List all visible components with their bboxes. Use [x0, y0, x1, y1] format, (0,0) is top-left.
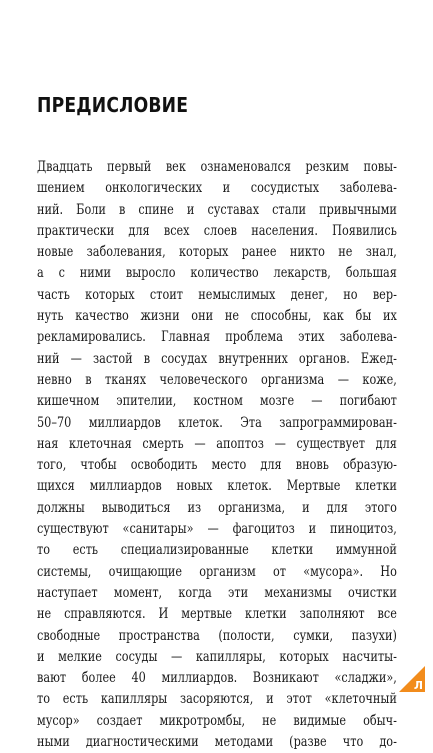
text-line: а с ними выросло количество лекарств, большая — [37, 265, 397, 282]
text-line: шением онкологических и сосудистых заболева- — [37, 180, 397, 197]
text-line: мусор» создает микротромбы, не видимые обыч- — [37, 712, 397, 729]
text-line: новые заболевания, которых ранее никто не знал, — [37, 244, 397, 261]
text-line: ний — застой в сосудах внутренних органов. Ежед- — [37, 350, 397, 367]
text-line: существуют «санитары» — фагоцитоз и пиноцитоз, — [37, 521, 397, 538]
body-text — [37, 157, 397, 753]
chapter-heading: ПРЕДИСЛОВИЕ — [37, 93, 189, 117]
text-line: невно в тканях человеческого организма — коже, — [37, 371, 397, 388]
text-line: то есть капилляры засоряются, и этот «клеточный — [37, 691, 397, 708]
publisher-logo-icon — [397, 664, 427, 694]
text-line: свободные пространства (полости, сумки, пазухи) — [37, 627, 397, 644]
text-line: должны выводиться из организма, и для этого — [37, 499, 397, 516]
text-line: и мелкие сосуды — капилляры, которых насчиты- — [37, 648, 397, 665]
text-line: рекламировались. Главная проблема этих заболева- — [37, 329, 397, 346]
text-line: вают более 40 миллиардов. Возникают «сладжи», — [37, 670, 397, 687]
text-line: ная клеточная смерть — апоптоз — существует для — [37, 435, 397, 452]
text-line: не справляются. И мертвые клетки заполняют все — [37, 606, 397, 623]
text-line: нуть качество жизни они не способны, как бы их — [37, 308, 397, 325]
text-line: наступает момент, когда эти механизмы очистки — [37, 584, 397, 601]
text-line: кишечном эпителии, костном мозге — погибают — [37, 393, 397, 410]
text-line: системы, очищающие организм от «мусора». Но — [37, 563, 397, 580]
text-line: Двадцать первый век ознаменовался резким повы- — [37, 159, 397, 175]
text-line: 50–70 миллиардов клеток. Эта запрограммирован- — [37, 414, 397, 431]
text-line: практически для всех слоев населения. Появились — [37, 222, 397, 239]
text-line: ний. Боли в спине и суставах стали привычными — [37, 201, 397, 218]
text-line: того, чтобы освободить место для вновь образую- — [37, 457, 397, 474]
text-line: ными диагностическими методами (разве что до- — [37, 734, 397, 751]
logo-letter: Л — [413, 679, 424, 692]
text-line: щихся миллиардов новых клеток. Мертвые клетки — [37, 478, 397, 495]
text-line: часть которых стоит немыслимых денег, но вер- — [37, 286, 397, 303]
text-line: то есть специализированные клетки иммунной — [37, 542, 397, 559]
